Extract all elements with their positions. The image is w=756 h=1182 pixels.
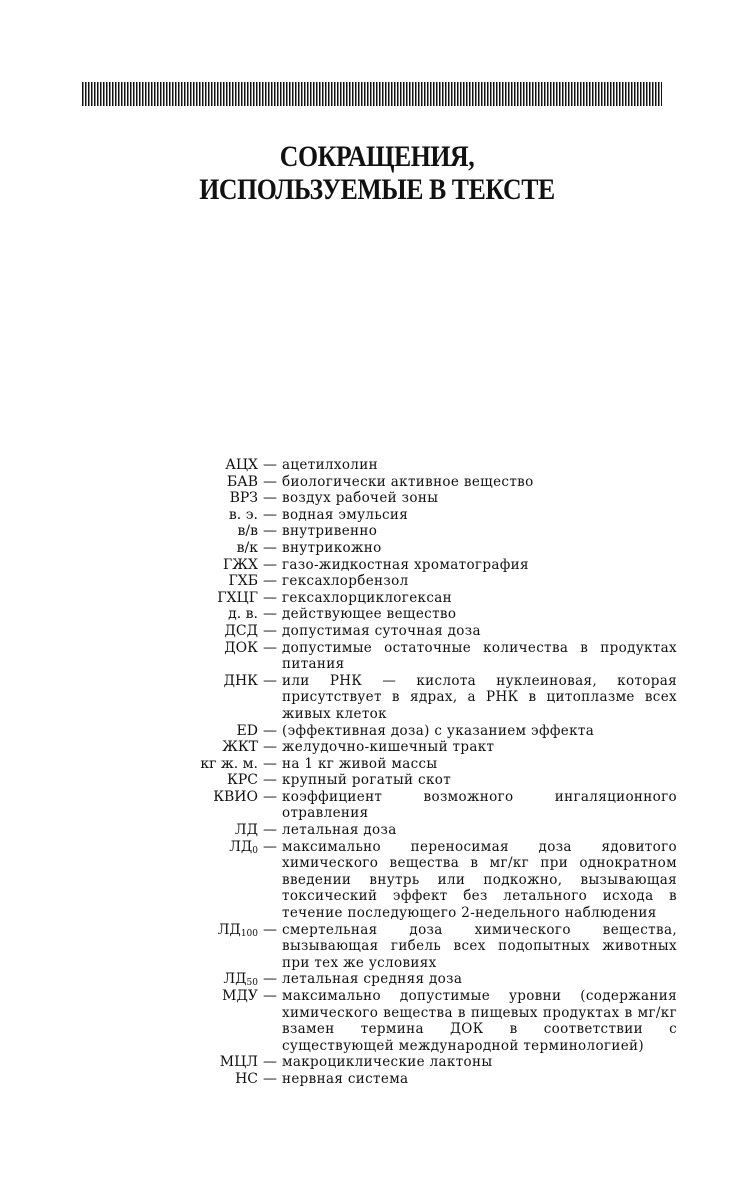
abbreviation-definition: газо-жидкостная хроматография <box>282 556 529 573</box>
abbreviation-entry <box>0 573 756 590</box>
abbreviation-definition: ацетилхолин <box>282 457 378 473</box>
abbreviation-term-text: ГХЦГ <box>217 589 258 606</box>
abbreviation-definition: максимально допустимые уровни (содержания химического вещества в пищевых продуктах в мг/кг взамен термина ДОК в соответствии с существующей международной терминологией) <box>282 988 677 1054</box>
abbreviation-term <box>0 557 258 574</box>
abbreviation-term-text: МЦЛ <box>219 1054 258 1071</box>
abbreviation-definition: смертельная доза химического вещества, вызывающая гибель всех подопытных животных при тех же условиях <box>282 921 677 971</box>
abbreviation-entry <box>0 507 756 524</box>
abbreviation-term <box>0 988 258 1054</box>
abbreviation-definition: летальная доза <box>282 822 397 839</box>
abbreviation-entry <box>0 971 756 988</box>
abbreviation-definition: водная эмульсия <box>282 506 409 523</box>
em-dash-separator: — <box>263 838 277 855</box>
abbreviation-term <box>0 590 258 607</box>
abbreviation-term <box>0 640 258 673</box>
abbreviation-term <box>0 1054 258 1071</box>
abbreviation-entry <box>0 772 756 789</box>
em-dash-separator: — <box>263 506 277 523</box>
abbreviation-term-text: КВИО <box>213 788 258 805</box>
abbreviation-term-text: ЛД <box>223 971 247 988</box>
abbreviation-entry <box>0 540 756 557</box>
abbreviation-term-text: ГХБ <box>228 573 258 590</box>
abbreviation-term-text: НС <box>235 1070 258 1087</box>
abbreviation-entry <box>0 922 756 972</box>
abbreviation-definition: допустимая суточная доза <box>282 622 481 639</box>
abbreviation-term <box>0 673 258 723</box>
abbreviation-entry <box>0 988 756 1054</box>
abbreviation-term <box>0 822 258 839</box>
em-dash-separator: — <box>263 971 277 988</box>
abbreviation-term-text: кг ж. м. <box>200 755 258 772</box>
abbreviation-definition: внутривенно <box>282 523 378 540</box>
abbreviation-list <box>0 457 756 1088</box>
em-dash-separator: — <box>263 822 277 839</box>
em-dash-separator: — <box>263 473 277 490</box>
abbreviation-term <box>0 623 258 640</box>
abbreviation-term <box>0 490 258 507</box>
abbreviation-entry <box>0 756 756 773</box>
abbreviation-term <box>0 507 258 524</box>
abbreviation-term-text: в. э. <box>228 506 258 523</box>
em-dash-separator: — <box>263 988 277 1004</box>
abbreviation-definition: на 1 кг живой массы <box>282 755 438 772</box>
abbreviation-entry <box>0 606 756 623</box>
abbreviation-definition: внутрикожно <box>282 539 382 556</box>
abbreviation-definition: максимально переносимая доза ядовитого химического вещества в мг/кг при однократном введении внутрь или подкожно, вызывающая токсический эффект без летального исхода в течение последующего 2-недельного наблюдения <box>282 838 677 922</box>
em-dash-separator: — <box>263 672 277 689</box>
abbreviation-definition: воздух рабочей зоны <box>282 490 439 507</box>
abbreviation-term <box>0 523 258 540</box>
abbreviation-subscript: 100 <box>240 928 258 939</box>
em-dash-separator: — <box>263 639 277 656</box>
abbreviation-entry <box>0 1054 756 1071</box>
abbreviation-term-text: МДУ <box>222 988 258 1004</box>
abbreviation-entry <box>0 523 756 540</box>
abbreviation-definition: крупный рогатый скот <box>282 772 452 789</box>
abbreviation-entry <box>0 723 756 740</box>
abbreviation-entry <box>0 739 756 756</box>
em-dash-separator: — <box>263 490 277 507</box>
em-dash-separator: — <box>263 523 277 540</box>
abbreviation-definition: коэффициент возможного ингаляционного отравления <box>282 788 677 822</box>
abbreviation-definition: допустимые остаточные количества в продуктах питания <box>282 639 677 673</box>
abbreviation-definition: макроциклические лактоны <box>282 1054 493 1071</box>
abbreviation-entry <box>0 557 756 574</box>
abbreviation-entry <box>0 1071 756 1088</box>
abbreviation-term-text: ЛД <box>234 822 258 839</box>
abbreviation-subscript: 50 <box>246 978 258 989</box>
abbreviation-term <box>0 739 258 756</box>
abbreviation-term <box>0 971 258 988</box>
abbreviation-entry <box>0 839 756 922</box>
abbreviation-term <box>0 756 258 773</box>
abbreviation-term <box>0 457 258 474</box>
em-dash-separator: — <box>263 606 277 623</box>
abbreviation-term-text: ВРЗ <box>229 490 258 507</box>
abbreviation-term-text: ДНК <box>223 672 258 689</box>
abbreviation-definition: желудочно-кишечный тракт <box>282 739 495 756</box>
abbreviation-definition: гексахлорциклогексан <box>282 589 452 606</box>
em-dash-separator: — <box>263 1070 277 1087</box>
abbreviation-definition: биологически активное вещество <box>282 473 534 490</box>
abbreviation-entry <box>0 623 756 640</box>
em-dash-separator: — <box>263 573 277 590</box>
em-dash-separator: — <box>263 556 277 573</box>
abbreviation-entry <box>0 673 756 723</box>
abbreviation-definition: или РНК — кислота нуклеиновая, которая присутствует в ядрах, а РНК в цитоплазме всех живых клеток <box>282 672 677 722</box>
abbreviation-entry <box>0 490 756 507</box>
em-dash-separator: — <box>263 739 277 756</box>
abbreviation-definition: (эффективная доза) с указанием эффекта <box>282 722 595 739</box>
abbreviation-term-text: ГЖХ <box>223 556 258 573</box>
abbreviation-term-text: ЖКТ <box>222 739 258 756</box>
abbreviation-term <box>0 474 258 491</box>
em-dash-separator: — <box>263 589 277 606</box>
abbreviation-entry <box>0 457 756 474</box>
abbreviation-term-text: ЛД <box>229 838 253 855</box>
abbreviation-term-text: ДСД <box>224 622 258 639</box>
em-dash-separator: — <box>263 722 277 739</box>
page-title-line-1: СОКРАЩЕНИЯ, <box>279 140 475 173</box>
page-title <box>52 140 702 206</box>
em-dash-separator: — <box>263 755 277 772</box>
abbreviation-entry <box>0 474 756 491</box>
decorative-top-rule <box>82 82 662 106</box>
abbreviation-definition: летальная средняя доза <box>282 971 463 988</box>
abbreviation-term <box>0 839 258 922</box>
abbreviation-term <box>0 606 258 623</box>
em-dash-separator: — <box>263 622 277 639</box>
abbreviation-subscript: 0 <box>252 845 258 856</box>
abbreviation-term <box>0 789 258 822</box>
abbreviation-term-text: БАВ <box>226 473 258 490</box>
em-dash-separator: — <box>263 539 277 556</box>
abbreviation-entry <box>0 640 756 673</box>
abbreviation-term-text: АЦХ <box>225 457 258 473</box>
abbreviation-definition: гексахлорбензол <box>282 573 409 590</box>
abbreviation-term-text: ДОК <box>224 639 258 656</box>
abbreviation-term <box>0 1071 258 1088</box>
em-dash-separator: — <box>263 1054 277 1071</box>
abbreviation-entry <box>0 789 756 822</box>
abbreviation-term-text: д. в. <box>228 606 258 623</box>
abbreviation-definition: действующее вещество <box>282 606 457 623</box>
abbreviation-term-text: ЛД <box>217 921 241 938</box>
em-dash-separator: — <box>263 788 277 805</box>
abbreviation-term-text: КРС <box>227 772 258 789</box>
abbreviation-term <box>0 723 258 740</box>
abbreviation-entry <box>0 590 756 607</box>
abbreviation-term <box>0 540 258 557</box>
abbreviation-entry <box>0 822 756 839</box>
abbreviation-term-text: в/в <box>237 523 258 540</box>
abbreviation-term-text: ED <box>236 722 258 739</box>
em-dash-separator: — <box>263 921 277 938</box>
abbreviation-term <box>0 573 258 590</box>
abbreviation-term <box>0 772 258 789</box>
em-dash-separator: — <box>263 772 277 789</box>
abbreviation-term <box>0 922 258 972</box>
em-dash-separator: — <box>263 457 277 473</box>
page-title-line-2: ИСПОЛЬЗУЕМЫЕ В ТЕКСТЕ <box>199 173 555 206</box>
abbreviation-term-text: в/к <box>236 539 258 556</box>
abbreviation-definition: нервная система <box>282 1070 409 1087</box>
